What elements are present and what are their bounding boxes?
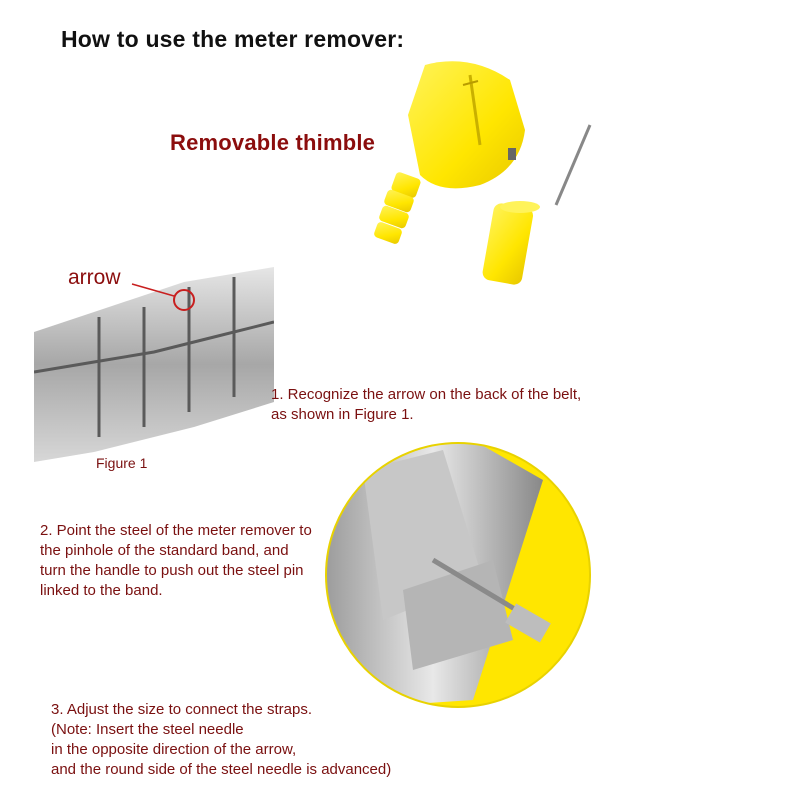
step-2-text: [40, 521, 312, 601]
step-2-line-4: linked to the band.: [40, 582, 163, 599]
step-3-text: [51, 700, 391, 780]
step-3-line-3: in the opposite direction of the arrow,: [51, 741, 297, 758]
step-1-line-1: 1. Recognize the arrow on the back of the belt,: [271, 386, 582, 403]
arrow-label: arrow: [68, 266, 121, 289]
page-title: How to use the meter remover:: [61, 26, 405, 52]
closeup-pin-removal-image: [323, 440, 593, 710]
step-2-line-2: the pinhole of the standard band, and: [40, 542, 289, 559]
step-1-text: [271, 385, 581, 425]
step-3-line-1: 3. Adjust the size to connect the straps.: [51, 701, 312, 718]
removable-thimble-label: Removable thimble: [170, 130, 376, 155]
step-3-line-2: (Note: Insert the steel needle: [51, 721, 244, 738]
step-2-line-3: turn the handle to push out the steel pin: [40, 562, 304, 579]
meter-remover-tool-image: [360, 55, 610, 295]
step-1-line-2: as shown in Figure 1.: [271, 406, 414, 423]
watch-band-image: [34, 262, 274, 467]
step-3-line-4: and the round side of the steel needle is advanced): [51, 761, 392, 778]
figure-1-caption: Figure 1: [96, 455, 148, 471]
step-2-line-1: 2. Point the steel of the meter remover to: [40, 522, 312, 539]
